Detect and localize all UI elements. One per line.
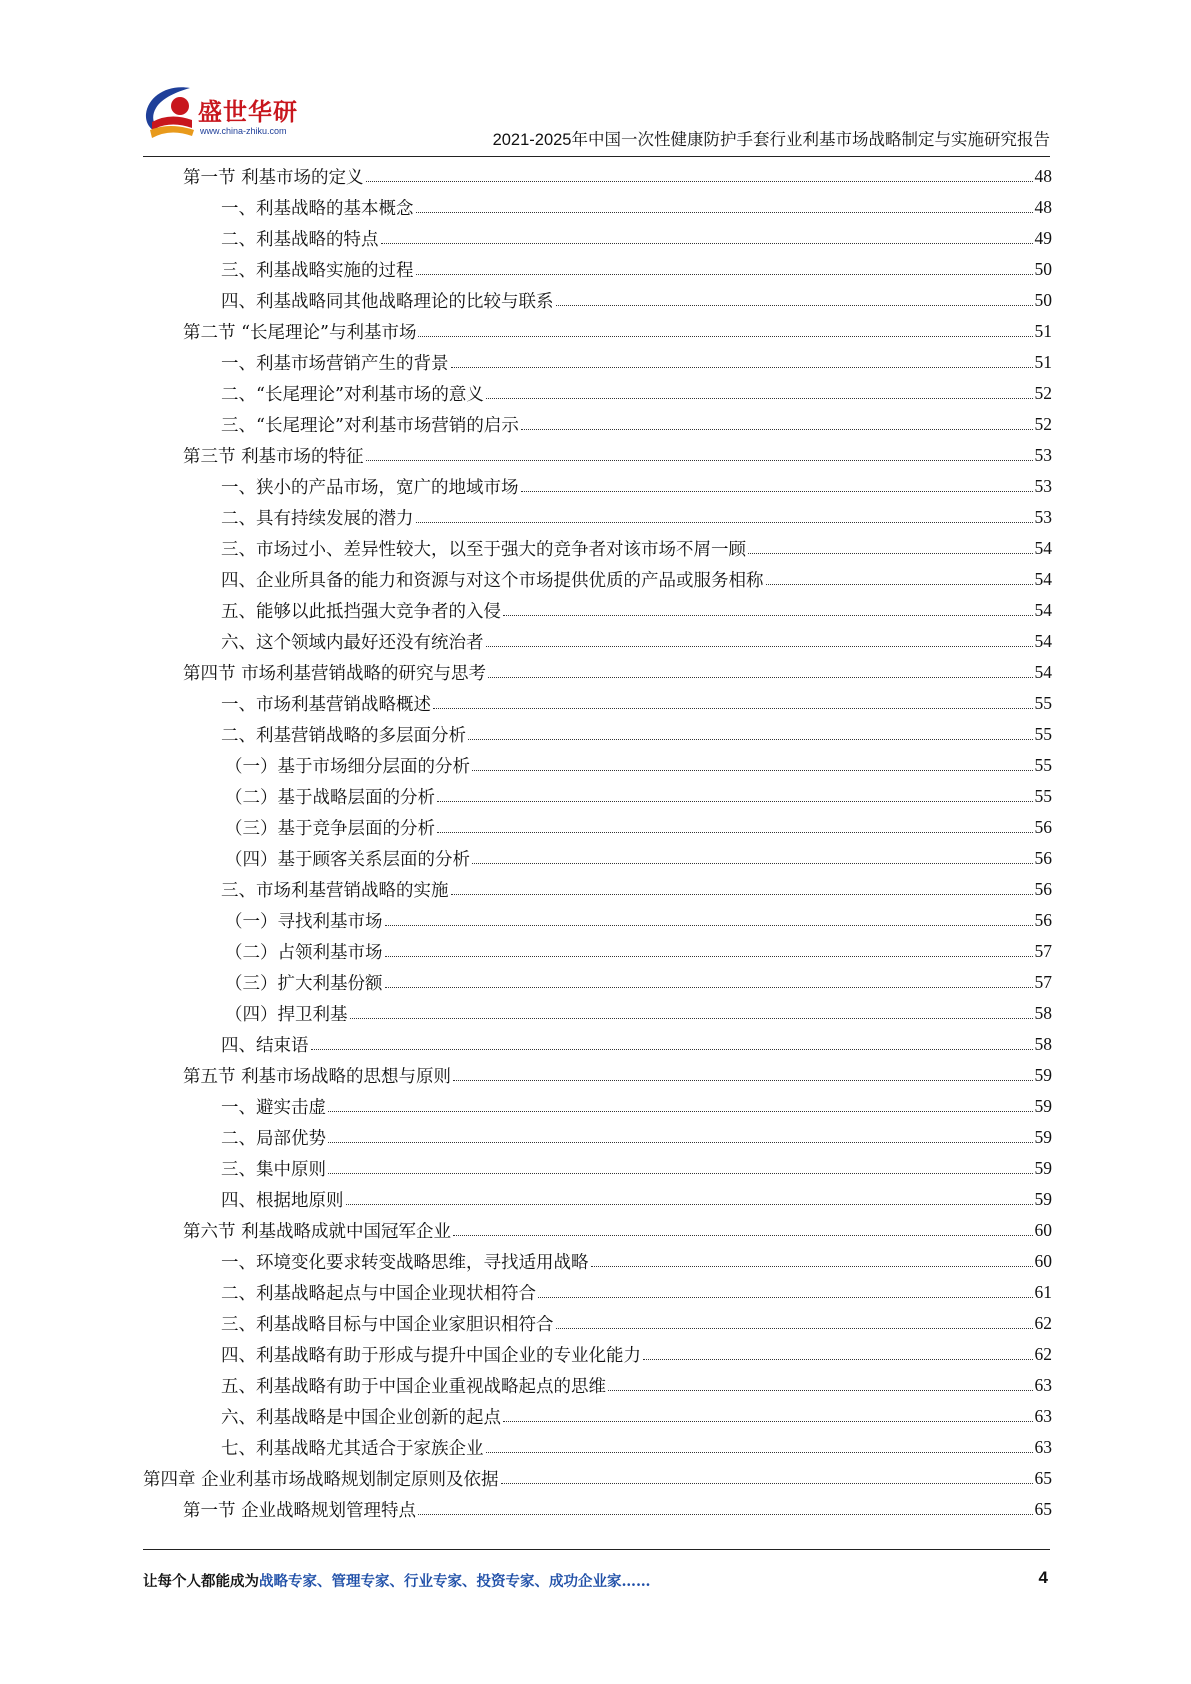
toc-entry-page: 55 bbox=[1034, 693, 1052, 713]
toc-entry-page: 60 bbox=[1034, 1220, 1052, 1240]
toc-leader-dots bbox=[366, 181, 1033, 182]
toc-entry[interactable] bbox=[183, 657, 1052, 688]
toc-leader-dots bbox=[521, 491, 1033, 492]
toc-entry[interactable] bbox=[143, 1463, 1052, 1494]
toc-entry[interactable] bbox=[221, 1339, 1052, 1370]
toc-entry[interactable] bbox=[221, 1029, 1052, 1060]
toc-entry-label: 第一节 利基市场的定义 bbox=[183, 168, 364, 188]
toc-entry-label: 四、根据地原则 bbox=[221, 1191, 344, 1211]
toc-entry[interactable] bbox=[221, 1308, 1052, 1339]
toc-entry[interactable] bbox=[183, 161, 1052, 192]
toc-entry[interactable] bbox=[225, 967, 1052, 998]
toc-entry-label: （三）扩大利基份额 bbox=[225, 974, 383, 994]
toc-leader-dots bbox=[486, 1452, 1033, 1453]
toc-entry[interactable] bbox=[221, 874, 1052, 905]
toc-leader-dots bbox=[328, 1111, 1033, 1112]
toc-entry-label: （四）捍卫利基 bbox=[225, 1005, 348, 1025]
footer-slogan-prefix: 让每个人都能成为 bbox=[143, 1573, 259, 1590]
toc-entry-label: （二）基于战略层面的分析 bbox=[225, 788, 435, 808]
toc-entry-label: 二、具有持续发展的潜力 bbox=[221, 509, 414, 529]
toc-entry[interactable] bbox=[221, 1370, 1052, 1401]
toc-entry-label: 二、利基战略的特点 bbox=[221, 230, 379, 250]
toc-entry-label: 第二节 “长尾理论”与利基市场 bbox=[183, 323, 417, 343]
toc-entry-label: 三、“长尾理论”对利基市场营销的启示 bbox=[221, 416, 519, 436]
toc-entry-page: 51 bbox=[1034, 321, 1052, 341]
toc-leader-dots bbox=[521, 429, 1033, 430]
toc-leader-dots bbox=[311, 1049, 1033, 1050]
toc-entry-page: 52 bbox=[1034, 414, 1052, 434]
toc-entry[interactable] bbox=[183, 1215, 1052, 1246]
toc-entry-label: （二）占领利基市场 bbox=[225, 943, 383, 963]
toc-entry[interactable] bbox=[221, 192, 1052, 223]
toc-entry-label: 一、市场利基营销战略概述 bbox=[221, 695, 431, 715]
toc-entry-page: 53 bbox=[1034, 445, 1052, 465]
company-logo bbox=[140, 82, 320, 148]
toc-leader-dots bbox=[486, 398, 1033, 399]
toc-entry-page: 61 bbox=[1034, 1282, 1052, 1302]
document-title: 2021-2025年中国一次性健康防护手套行业利基市场战略制定与实施研究报告 bbox=[492, 131, 1050, 149]
toc-entry[interactable] bbox=[221, 564, 1052, 595]
toc-entry[interactable] bbox=[221, 347, 1052, 378]
toc-entry-label: 二、“长尾理论”对利基市场的意义 bbox=[221, 385, 484, 405]
toc-leader-dots bbox=[486, 646, 1033, 647]
toc-entry-label: 三、市场利基营销战略的实施 bbox=[221, 881, 449, 901]
toc-entry-page: 65 bbox=[1034, 1499, 1052, 1519]
toc-entry[interactable] bbox=[221, 1246, 1052, 1277]
toc-entry[interactable] bbox=[221, 1184, 1052, 1215]
toc-leader-dots bbox=[453, 1080, 1032, 1081]
toc-entry-label: 三、利基战略实施的过程 bbox=[221, 261, 414, 281]
toc-entry-page: 62 bbox=[1034, 1344, 1052, 1364]
toc-entry-page: 56 bbox=[1034, 879, 1052, 899]
toc-entry[interactable] bbox=[221, 1122, 1052, 1153]
toc-entry-page: 55 bbox=[1034, 755, 1052, 775]
toc-entry-page: 63 bbox=[1034, 1437, 1052, 1457]
toc-entry-label: 三、市场过小、差异性较大，以至于强大的竞争者对该市场不屑一顾 bbox=[221, 540, 746, 560]
toc-entry-label: 一、利基战略的基本概念 bbox=[221, 199, 414, 219]
toc-leader-dots bbox=[472, 770, 1033, 771]
toc-entry-label: 三、利基战略目标与中国企业家胆识相符合 bbox=[221, 1315, 554, 1335]
logo-emblem-icon bbox=[140, 82, 200, 144]
toc-entry-page: 54 bbox=[1034, 600, 1052, 620]
toc-entry[interactable] bbox=[221, 719, 1052, 750]
toc-entry-label: 七、利基战略尤其适合于家族企业 bbox=[221, 1439, 484, 1459]
toc-entry-page: 49 bbox=[1034, 228, 1052, 248]
toc-leader-dots bbox=[643, 1359, 1033, 1360]
toc-entry-page: 50 bbox=[1034, 259, 1052, 279]
toc-entry-label: 第四节 市场利基营销战略的研究与思考 bbox=[183, 664, 487, 684]
toc-entry-page: 59 bbox=[1034, 1127, 1052, 1147]
toc-entry-label: 第六节 利基战略成就中国冠军企业 bbox=[183, 1222, 452, 1242]
toc-entry[interactable] bbox=[225, 781, 1052, 812]
toc-entry-page: 56 bbox=[1034, 848, 1052, 868]
toc-entry-page: 55 bbox=[1034, 786, 1052, 806]
toc-entry-label: 二、局部优势 bbox=[221, 1129, 326, 1149]
toc-entry-label: 一、环境变化要求转变战略思维，寻找适用战略 bbox=[221, 1253, 589, 1273]
toc-entry[interactable] bbox=[221, 1277, 1052, 1308]
toc-leader-dots bbox=[766, 584, 1033, 585]
toc-entry-page: 54 bbox=[1034, 631, 1052, 651]
toc-entry[interactable] bbox=[183, 1060, 1052, 1091]
footer-slogan-highlight: 战略专家、管理专家、行业专家、投资专家、成功企业家 bbox=[259, 1573, 622, 1590]
toc-leader-dots bbox=[503, 615, 1033, 616]
toc-leader-dots bbox=[433, 708, 1033, 709]
toc-entry-label: 第五节 利基市场战略的思想与原则 bbox=[183, 1067, 452, 1087]
toc-entry-page: 54 bbox=[1034, 538, 1052, 558]
toc-entry-page: 62 bbox=[1034, 1313, 1052, 1333]
toc-leader-dots bbox=[488, 677, 1032, 678]
toc-leader-dots bbox=[418, 1514, 1032, 1515]
toc-entry-page: 55 bbox=[1034, 724, 1052, 744]
footer-slogan-suffix: …… bbox=[621, 1573, 651, 1590]
page-number: 4 bbox=[1038, 1568, 1048, 1587]
toc-leader-dots bbox=[437, 832, 1033, 833]
toc-entry-label: 一、狭小的产品市场，宽广的地域市场 bbox=[221, 478, 519, 498]
toc-leader-dots bbox=[748, 553, 1033, 554]
toc-entry-label: 一、利基市场营销产生的背景 bbox=[221, 354, 449, 374]
toc-entry-label: 五、利基战略有助于中国企业重视战略起点的思维 bbox=[221, 1377, 606, 1397]
toc-entry-label: 第四章 企业利基市场战略规划制定原则及依据 bbox=[143, 1470, 499, 1490]
toc-entry-label: 第三节 利基市场的特征 bbox=[183, 447, 364, 467]
toc-entry[interactable] bbox=[221, 471, 1052, 502]
toc-entry[interactable] bbox=[183, 1494, 1052, 1525]
toc-entry-label: （一）寻找利基市场 bbox=[225, 912, 383, 932]
toc-entry[interactable] bbox=[225, 750, 1052, 781]
toc-entry-page: 54 bbox=[1034, 569, 1052, 589]
toc-leader-dots bbox=[385, 987, 1033, 988]
toc-leader-dots bbox=[556, 1328, 1033, 1329]
toc-entry-label: 五、能够以此抵挡强大竞争者的入侵 bbox=[221, 602, 501, 622]
toc-entry-page: 56 bbox=[1034, 910, 1052, 930]
toc-entry[interactable] bbox=[221, 626, 1052, 657]
toc-leader-dots bbox=[451, 894, 1033, 895]
toc-entry[interactable] bbox=[221, 378, 1052, 409]
toc-leader-dots bbox=[451, 367, 1033, 368]
toc-entry-page: 53 bbox=[1034, 476, 1052, 496]
toc-entry-label: 四、结束语 bbox=[221, 1036, 309, 1056]
toc-entry-page: 48 bbox=[1034, 197, 1052, 217]
toc-entry-label: 三、集中原则 bbox=[221, 1160, 326, 1180]
toc-leader-dots bbox=[437, 801, 1033, 802]
toc-entry[interactable] bbox=[225, 812, 1052, 843]
logo-url: www.china-zhiku.com bbox=[200, 126, 287, 136]
toc-entry-page: 56 bbox=[1034, 817, 1052, 837]
toc-leader-dots bbox=[591, 1266, 1033, 1267]
toc-entry-page: 63 bbox=[1034, 1375, 1052, 1395]
toc-entry-label: （四）基于顾客关系层面的分析 bbox=[225, 850, 470, 870]
footer-slogan bbox=[143, 1570, 651, 1591]
toc-entry[interactable] bbox=[221, 595, 1052, 626]
toc-entry[interactable] bbox=[225, 998, 1052, 1029]
toc-leader-dots bbox=[608, 1390, 1033, 1391]
toc-leader-dots bbox=[472, 863, 1033, 864]
toc-entry-page: 54 bbox=[1034, 662, 1052, 682]
toc-leader-dots bbox=[538, 1297, 1033, 1298]
toc-leader-dots bbox=[328, 1142, 1033, 1143]
toc-leader-dots bbox=[503, 1421, 1033, 1422]
toc-entry-label: （一）基于市场细分层面的分析 bbox=[225, 757, 470, 777]
toc-entry[interactable] bbox=[221, 502, 1052, 533]
toc-entry-page: 63 bbox=[1034, 1406, 1052, 1426]
toc-leader-dots bbox=[556, 305, 1033, 306]
toc-entry[interactable] bbox=[221, 254, 1052, 285]
toc-entry-label: 一、避实击虚 bbox=[221, 1098, 326, 1118]
toc-entry-page: 59 bbox=[1034, 1065, 1052, 1085]
toc-entry[interactable] bbox=[221, 1432, 1052, 1463]
toc-entry[interactable] bbox=[225, 936, 1052, 967]
toc-entry[interactable] bbox=[221, 1091, 1052, 1122]
toc-leader-dots bbox=[418, 336, 1032, 337]
toc-entry-page: 53 bbox=[1034, 507, 1052, 527]
logo-name: 盛世华研 bbox=[198, 98, 298, 126]
toc-entry-label: 四、企业所具备的能力和资源与对这个市场提供优质的产品或服务相称 bbox=[221, 571, 764, 591]
toc-entry-label: 二、利基营销战略的多层面分析 bbox=[221, 726, 466, 746]
footer-divider bbox=[143, 1549, 1050, 1550]
toc-leader-dots bbox=[501, 1483, 1033, 1484]
toc-entry-label: 六、这个领域内最好还没有统治者 bbox=[221, 633, 484, 653]
header-divider bbox=[143, 156, 1050, 157]
toc-entry[interactable] bbox=[221, 1153, 1052, 1184]
toc-leader-dots bbox=[346, 1204, 1033, 1205]
toc-leader-dots bbox=[385, 956, 1033, 957]
toc-entry[interactable] bbox=[221, 533, 1052, 564]
toc-entry-label: （三）基于竞争层面的分析 bbox=[225, 819, 435, 839]
toc-entry[interactable] bbox=[221, 223, 1052, 254]
toc-entry-label: 六、利基战略是中国企业创新的起点 bbox=[221, 1408, 501, 1428]
toc-entry-page: 57 bbox=[1034, 941, 1052, 961]
toc-entry[interactable] bbox=[221, 285, 1052, 316]
toc-entry[interactable] bbox=[221, 1401, 1052, 1432]
toc-entry-page: 52 bbox=[1034, 383, 1052, 403]
toc-leader-dots bbox=[416, 522, 1033, 523]
toc-entry-page: 59 bbox=[1034, 1096, 1052, 1116]
toc-entry-label: 四、利基战略有助于形成与提升中国企业的专业化能力 bbox=[221, 1346, 641, 1366]
toc-entry[interactable] bbox=[183, 316, 1052, 347]
toc-leader-dots bbox=[381, 243, 1033, 244]
toc-leader-dots bbox=[453, 1235, 1032, 1236]
toc-leader-dots bbox=[385, 925, 1033, 926]
toc-leader-dots bbox=[468, 739, 1033, 740]
toc-leader-dots bbox=[328, 1173, 1033, 1174]
toc-entry-label: 二、利基战略起点与中国企业现状相符合 bbox=[221, 1284, 536, 1304]
toc-leader-dots bbox=[350, 1018, 1033, 1019]
toc-entry[interactable] bbox=[225, 905, 1052, 936]
toc-entry-page: 59 bbox=[1034, 1158, 1052, 1178]
toc-leader-dots bbox=[366, 460, 1033, 461]
toc-entry[interactable] bbox=[183, 440, 1052, 471]
toc-entry-page: 59 bbox=[1034, 1189, 1052, 1209]
toc-leader-dots bbox=[416, 212, 1033, 213]
toc-entry[interactable] bbox=[225, 843, 1052, 874]
toc-entry-page: 57 bbox=[1034, 972, 1052, 992]
toc-entry-page: 58 bbox=[1034, 1034, 1052, 1054]
toc-entry-label: 四、利基战略同其他战略理论的比较与联系 bbox=[221, 292, 554, 312]
toc-entry-page: 60 bbox=[1034, 1251, 1052, 1271]
toc-leader-dots bbox=[416, 274, 1033, 275]
toc-entry-page: 65 bbox=[1034, 1468, 1052, 1488]
toc-entry-page: 58 bbox=[1034, 1003, 1052, 1023]
toc-entry-page: 48 bbox=[1034, 166, 1052, 186]
toc-entry-page: 50 bbox=[1034, 290, 1052, 310]
toc-entry[interactable] bbox=[221, 688, 1052, 719]
toc-entry[interactable] bbox=[221, 409, 1052, 440]
toc-entry-page: 51 bbox=[1034, 352, 1052, 372]
toc-entry-label: 第一节 企业战略规划管理特点 bbox=[183, 1501, 417, 1521]
